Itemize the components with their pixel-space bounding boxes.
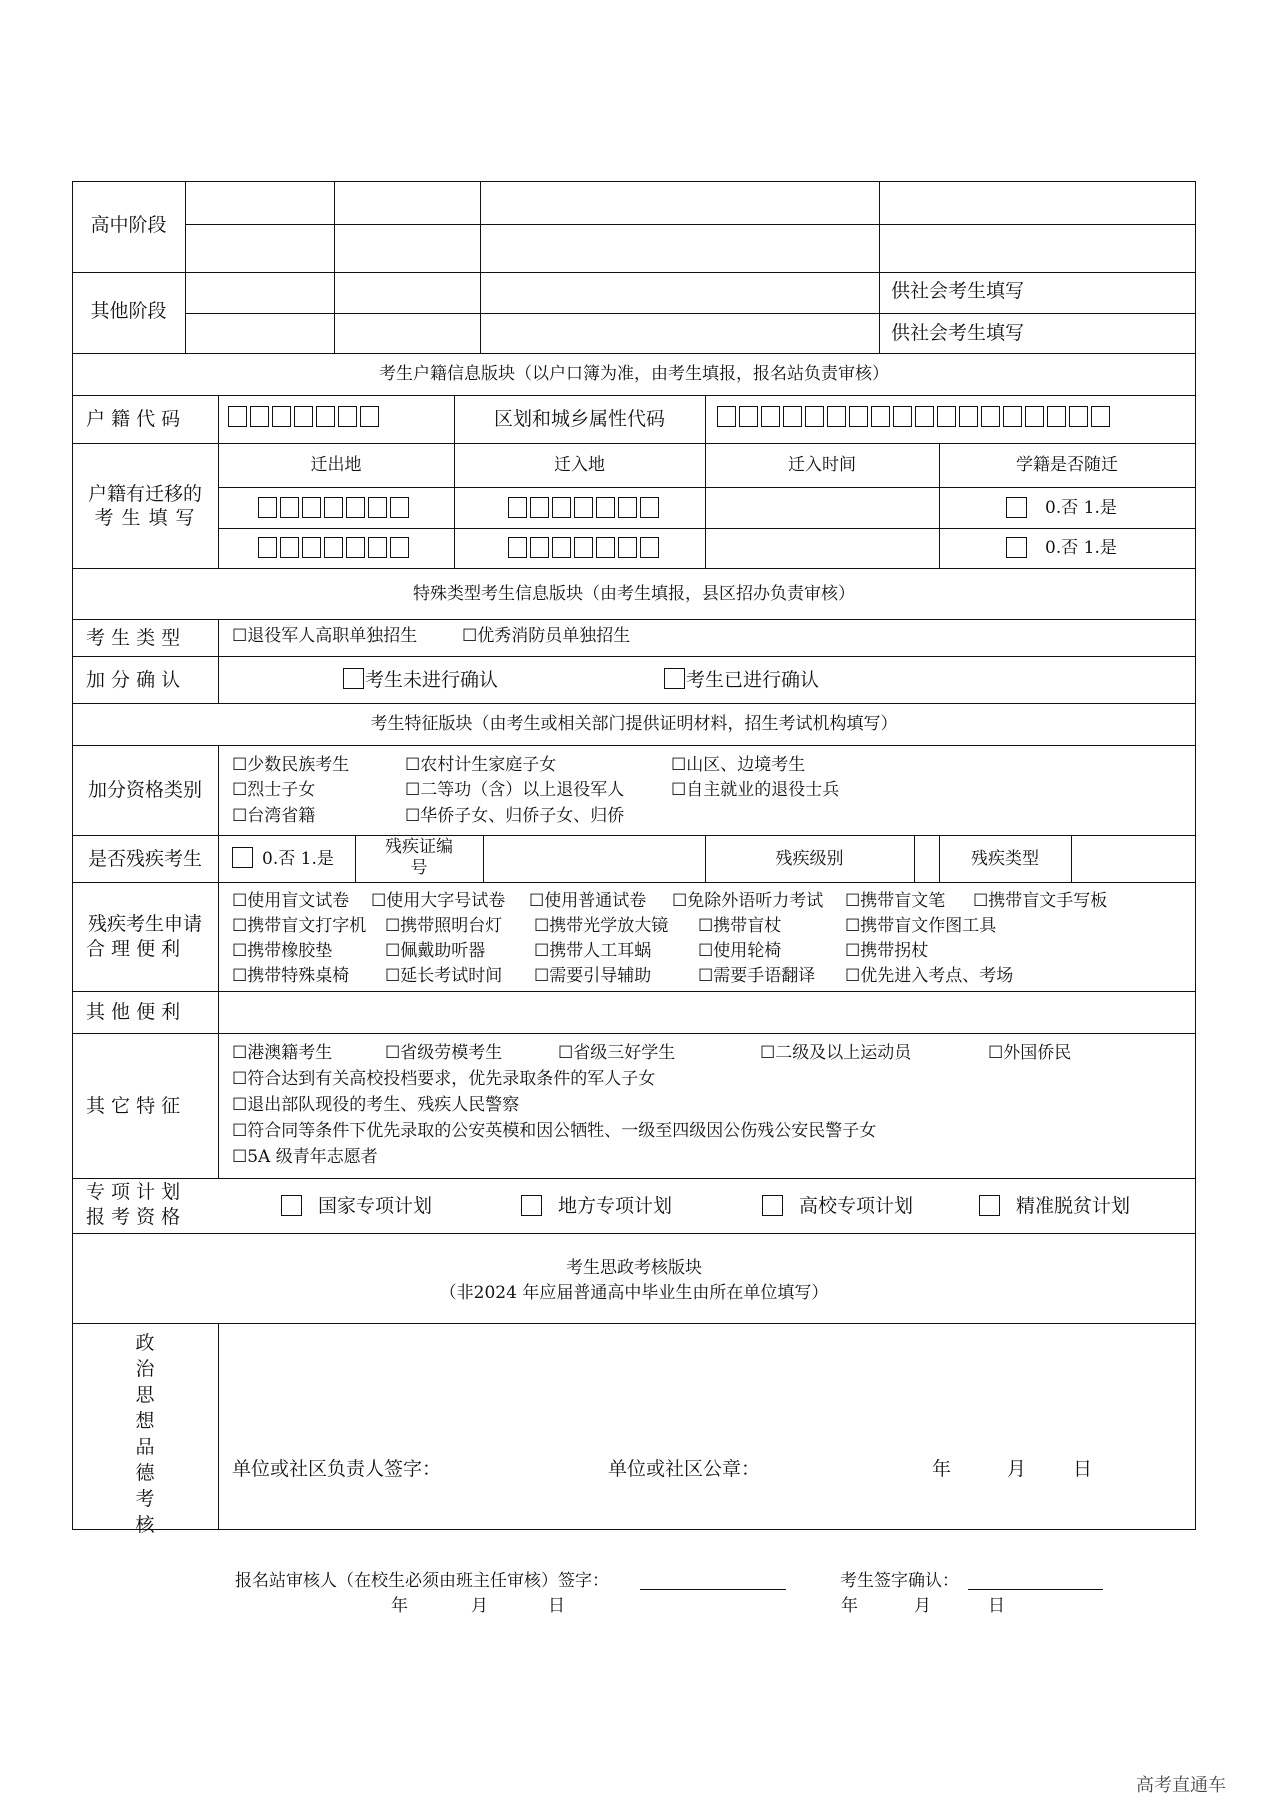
char-input-box[interactable] xyxy=(368,497,387,518)
migrate-to-boxes[interactable] xyxy=(508,537,662,558)
special-plan-label: 专 项 计 划 xyxy=(86,1181,181,1203)
grid-line xyxy=(72,568,1196,569)
grid-line xyxy=(72,1323,1196,1324)
grid-line xyxy=(72,745,1196,746)
char-input-box[interactable] xyxy=(805,406,824,427)
grid-line xyxy=(218,1323,219,1529)
char-input-box[interactable] xyxy=(574,537,593,558)
char-input-box[interactable] xyxy=(346,537,365,558)
grid-line xyxy=(480,181,481,353)
char-input-box[interactable] xyxy=(596,537,615,558)
bonus-confirmed-label: 考生已进行确认 xyxy=(686,669,820,691)
grid-line xyxy=(879,181,880,353)
char-input-box[interactable] xyxy=(530,497,549,518)
student-type-label: 考 生 类 型 xyxy=(86,627,181,649)
disabled-checkbox[interactable] xyxy=(232,847,253,868)
accom-option[interactable]: ☐使用普通试卷 xyxy=(529,891,647,911)
bonus-confirmed-checkbox[interactable] xyxy=(664,668,685,689)
disabled-label: 是否残疾考生 xyxy=(87,848,202,870)
accom-option[interactable]: ☐需要手语翻译 xyxy=(698,966,816,986)
char-input-box[interactable] xyxy=(272,406,291,427)
accommodation-label: 合 理 便 利 xyxy=(86,938,181,960)
features-section-title: 考生特征版块（由考生或相关部门提供证明材料，招生考试机构填写） xyxy=(370,714,898,734)
col-follow-header: 学籍是否随迁 xyxy=(1016,455,1118,475)
plan-poverty-label: 精准脱贫计划 xyxy=(1016,1195,1131,1217)
accom-option[interactable]: ☐免除外语听力考试 xyxy=(672,891,824,911)
region-code-label: 区划和城乡属性代码 xyxy=(493,408,665,430)
qual-option[interactable]: ☐台湾省籍 xyxy=(232,806,316,826)
qual-option[interactable]: ☐二等功（含）以上退役军人 xyxy=(405,780,625,800)
bonus-unconfirmed-checkbox[interactable] xyxy=(343,668,364,689)
follow-options: 0.否 1.是 xyxy=(1045,498,1117,518)
grid-line xyxy=(72,395,1196,396)
char-input-box[interactable] xyxy=(1091,406,1110,427)
type-option-veteran[interactable]: ☐退役军人高职单独招生 xyxy=(232,626,418,646)
high-school-stage-label: 高中阶段 xyxy=(90,214,167,236)
household-section-title: 考生户籍信息版块（以户口簿为准，由考生填报，报名站负责审核） xyxy=(379,364,889,384)
plan-local-label: 地方专项计划 xyxy=(558,1195,673,1217)
accom-option[interactable]: ☐优先进入考点、考场 xyxy=(845,966,1014,986)
date-year-label: 年 xyxy=(932,1458,952,1480)
grid-line xyxy=(72,882,1196,883)
grid-line xyxy=(72,181,1196,182)
grid-line xyxy=(185,181,186,353)
char-input-box[interactable] xyxy=(1069,406,1088,427)
col-to-header: 迁入地 xyxy=(554,455,605,475)
char-input-box[interactable] xyxy=(390,497,409,518)
char-input-box[interactable] xyxy=(640,497,659,518)
grid-line xyxy=(218,395,219,568)
grid-line xyxy=(72,991,1196,992)
grid-line xyxy=(1071,835,1072,882)
political-vertical-label: 政 治 思 想 品 德 考 核 xyxy=(135,1332,155,1536)
char-input-box[interactable] xyxy=(228,406,247,427)
char-input-box[interactable] xyxy=(618,497,637,518)
plan-university-checkbox[interactable] xyxy=(762,1195,783,1216)
accom-option[interactable]: ☐携带盲文手写板 xyxy=(973,891,1108,911)
grid-line xyxy=(72,656,1196,657)
grid-line xyxy=(72,1233,1196,1234)
accom-option[interactable]: ☐携带光学放大镜 xyxy=(534,916,669,936)
social-note: 供社会考生填写 xyxy=(891,280,1025,302)
accom-option[interactable]: ☐携带盲文作图工具 xyxy=(845,916,997,936)
qual-option[interactable]: ☐农村计生家庭子女 xyxy=(405,755,557,775)
char-input-box[interactable] xyxy=(640,537,659,558)
char-input-box[interactable] xyxy=(1047,406,1066,427)
qual-option[interactable]: ☐山区、边境考生 xyxy=(671,755,806,775)
other-feature-option[interactable]: ☐省级劳模考生 xyxy=(385,1043,503,1063)
political-section-subtitle: （非2024 年应届普通高中毕业生由所在单位填写） xyxy=(439,1283,829,1303)
accom-option[interactable]: ☐使用大字号试卷 xyxy=(371,891,506,911)
accom-option[interactable]: ☐携带人工耳蜗 xyxy=(534,941,652,961)
char-input-box[interactable] xyxy=(959,406,978,427)
accom-option[interactable]: ☐使用轮椅 xyxy=(698,941,782,961)
other-features-label: 其 它 特 征 xyxy=(86,1095,181,1117)
plan-national-checkbox[interactable] xyxy=(281,1195,302,1216)
social-note: 供社会考生填写 xyxy=(891,322,1025,344)
disabled-options: 0.否 1.是 xyxy=(262,849,334,869)
char-input-box[interactable] xyxy=(739,406,758,427)
char-input-box[interactable] xyxy=(1003,406,1022,427)
leader-signature-label: 单位或社区负责人签字： xyxy=(232,1458,442,1480)
qual-option[interactable]: ☐少数民族考生 xyxy=(232,755,350,775)
cert-number-label: 残疾证编 xyxy=(385,837,453,857)
accom-option[interactable]: ☐携带照明台灯 xyxy=(385,916,503,936)
char-input-box[interactable] xyxy=(258,537,277,558)
char-input-box[interactable] xyxy=(893,406,912,427)
student-date-month: 月 xyxy=(914,1596,931,1616)
grid-line xyxy=(72,703,1196,704)
char-input-box[interactable] xyxy=(360,406,379,427)
grid-line xyxy=(185,313,1196,314)
grid-line xyxy=(914,835,915,882)
reviewer-date-month: 月 xyxy=(471,1596,488,1616)
cert-number-label: 号 xyxy=(410,858,428,878)
char-input-box[interactable] xyxy=(827,406,846,427)
accommodation-label: 残疾考生申请 xyxy=(87,913,202,935)
other-feature-option[interactable]: ☐符合达到有关高校投档要求，优先录取条件的军人子女 xyxy=(232,1069,656,1089)
col-from-header: 迁出地 xyxy=(310,455,362,475)
other-stage-label: 其他阶段 xyxy=(90,300,167,322)
political-assessment-field[interactable] xyxy=(220,1325,1194,1455)
plan-university-label: 高校专项计划 xyxy=(799,1195,914,1217)
char-input-box[interactable] xyxy=(280,537,299,558)
disability-level-label: 残疾级别 xyxy=(775,849,844,869)
accom-option[interactable]: ☐携带拐杖 xyxy=(845,941,929,961)
follow-checkbox[interactable] xyxy=(1006,537,1027,558)
bonus-unconfirmed-label: 考生未进行确认 xyxy=(365,669,499,691)
grid-line xyxy=(185,224,1196,225)
student-date-day: 日 xyxy=(988,1596,1005,1616)
plan-poverty-checkbox[interactable] xyxy=(979,1195,1000,1216)
date-day-label: 日 xyxy=(1073,1458,1093,1480)
char-input-box[interactable] xyxy=(552,497,571,518)
household-code-label: 户 籍 代 码 xyxy=(86,408,181,430)
grid-line xyxy=(72,619,1196,620)
reviewer-signature-line[interactable] xyxy=(640,1589,786,1590)
migrate-to-boxes[interactable] xyxy=(508,497,662,518)
char-input-box[interactable] xyxy=(250,406,269,427)
follow-options: 0.否 1.是 xyxy=(1045,538,1117,558)
other-feature-option[interactable]: ☐港澳籍考生 xyxy=(232,1043,333,1063)
other-feature-option[interactable]: ☐符合同等条件下优先录取的公安英模和因公牺牲、一级至四级因公伤残公安民警子女 xyxy=(232,1121,877,1141)
type-option-firefighter[interactable]: ☐优秀消防员单独招生 xyxy=(462,626,631,646)
char-input-box[interactable] xyxy=(302,497,321,518)
char-input-box[interactable] xyxy=(761,406,780,427)
char-input-box[interactable] xyxy=(324,537,343,558)
char-input-box[interactable] xyxy=(783,406,802,427)
grid-line xyxy=(72,353,1196,354)
char-input-box[interactable] xyxy=(937,406,956,427)
plan-local-checkbox[interactable] xyxy=(521,1195,542,1216)
qual-option[interactable]: ☐自主就业的退役士兵 xyxy=(671,780,840,800)
student-signature-label: 考生签字确认： xyxy=(840,1571,959,1591)
grid-line xyxy=(72,272,1196,273)
migrate-from-boxes[interactable] xyxy=(258,497,412,518)
char-input-box[interactable] xyxy=(871,406,890,427)
char-input-box[interactable] xyxy=(368,537,387,558)
unit-seal-label: 单位或社区公章： xyxy=(608,1458,761,1480)
student-signature-line[interactable] xyxy=(968,1589,1103,1590)
watermark-text: 高考直通车 xyxy=(1136,1775,1226,1796)
char-input-box[interactable] xyxy=(596,497,615,518)
char-input-box[interactable] xyxy=(618,537,637,558)
char-input-box[interactable] xyxy=(324,497,343,518)
col-time-header: 迁入时间 xyxy=(788,455,856,475)
other-convenience-field[interactable] xyxy=(220,993,1194,1032)
disability-type-label: 残疾类型 xyxy=(971,849,1039,869)
accom-option[interactable]: ☐携带盲杖 xyxy=(698,916,782,936)
grid-line xyxy=(218,619,219,703)
char-input-box[interactable] xyxy=(258,497,277,518)
grid-line xyxy=(72,1033,1196,1034)
grid-line xyxy=(72,1178,1196,1179)
char-input-box[interactable] xyxy=(338,406,357,427)
household-code-boxes[interactable] xyxy=(228,406,382,427)
char-input-box[interactable] xyxy=(552,537,571,558)
char-input-box[interactable] xyxy=(981,406,1000,427)
cert-number-field[interactable] xyxy=(485,838,703,880)
char-input-box[interactable] xyxy=(717,406,736,427)
char-input-box[interactable] xyxy=(574,497,593,518)
bonus-confirm-label: 加 分 确 认 xyxy=(86,669,181,691)
qual-option[interactable]: ☐华侨子女、归侨子女、归侨 xyxy=(405,806,625,826)
special-plan-label: 报 考 资 格 xyxy=(86,1206,181,1228)
char-input-box[interactable] xyxy=(302,537,321,558)
region-code-boxes[interactable] xyxy=(717,406,1113,427)
grid-line xyxy=(72,835,1196,836)
political-section-title: 考生思政考核版块 xyxy=(566,1258,702,1278)
accom-option[interactable]: ☐携带橡胶垫 xyxy=(232,941,333,961)
accom-option[interactable]: ☐延长考试时间 xyxy=(385,966,503,986)
other-feature-option[interactable]: ☐二级及以上运动员 xyxy=(760,1043,912,1063)
reviewer-date-year: 年 xyxy=(391,1596,408,1616)
migration-label: 户籍有迁移的 xyxy=(87,483,202,505)
char-input-box[interactable] xyxy=(280,497,299,518)
accom-option[interactable]: ☐携带特殊桌椅 xyxy=(232,966,350,986)
char-input-box[interactable] xyxy=(316,406,335,427)
char-input-box[interactable] xyxy=(530,537,549,558)
char-input-box[interactable] xyxy=(346,497,365,518)
grid-line xyxy=(218,745,219,1178)
follow-checkbox[interactable] xyxy=(1006,497,1027,518)
other-feature-option[interactable]: ☐5A 级青年志愿者 xyxy=(232,1147,378,1167)
plan-national-label: 国家专项计划 xyxy=(318,1195,433,1217)
grid-line xyxy=(334,181,335,353)
char-input-box[interactable] xyxy=(915,406,934,427)
special-section-title: 特殊类型考生信息版块（由考生填报，县区招办负责审核） xyxy=(413,584,855,604)
grid-line xyxy=(705,395,706,568)
grid-line xyxy=(72,443,1196,444)
date-month-label: 月 xyxy=(1007,1458,1027,1480)
char-input-box[interactable] xyxy=(294,406,313,427)
other-feature-option[interactable]: ☐省级三好学生 xyxy=(558,1043,676,1063)
grid-line xyxy=(218,487,1196,488)
accom-option[interactable]: ☐需要引导辅助 xyxy=(534,966,652,986)
other-feature-option[interactable]: ☐退出部队现役的考生、残疾人民警察 xyxy=(232,1095,520,1115)
bonus-qualification-label: 加分资格类别 xyxy=(87,779,202,801)
migration-label: 考 生 填 写 xyxy=(94,507,196,529)
grid-line xyxy=(72,1529,1196,1530)
qual-option[interactable]: ☐烈士子女 xyxy=(232,780,316,800)
grid-line xyxy=(218,528,1196,529)
char-input-box[interactable] xyxy=(508,497,527,518)
other-convenience-label: 其 他 便 利 xyxy=(86,1001,181,1023)
accom-option[interactable]: ☐携带盲文打字机 xyxy=(232,916,367,936)
other-feature-option[interactable]: ☐外国侨民 xyxy=(988,1043,1072,1063)
student-date-year: 年 xyxy=(841,1596,858,1616)
char-input-box[interactable] xyxy=(508,537,527,558)
migrate-from-boxes[interactable] xyxy=(258,537,412,558)
reviewer-date-day: 日 xyxy=(548,1596,565,1616)
accom-option[interactable]: ☐佩戴助听器 xyxy=(385,941,486,961)
grid-line xyxy=(483,835,484,882)
accom-option[interactable]: ☐携带盲文笔 xyxy=(845,891,946,911)
char-input-box[interactable] xyxy=(849,406,868,427)
char-input-box[interactable] xyxy=(390,537,409,558)
reviewer-signature-label: 报名站审核人（在校生必须由班主任审核）签字： xyxy=(235,1571,609,1591)
accom-option[interactable]: ☐使用盲文试卷 xyxy=(232,891,350,911)
char-input-box[interactable] xyxy=(1025,406,1044,427)
